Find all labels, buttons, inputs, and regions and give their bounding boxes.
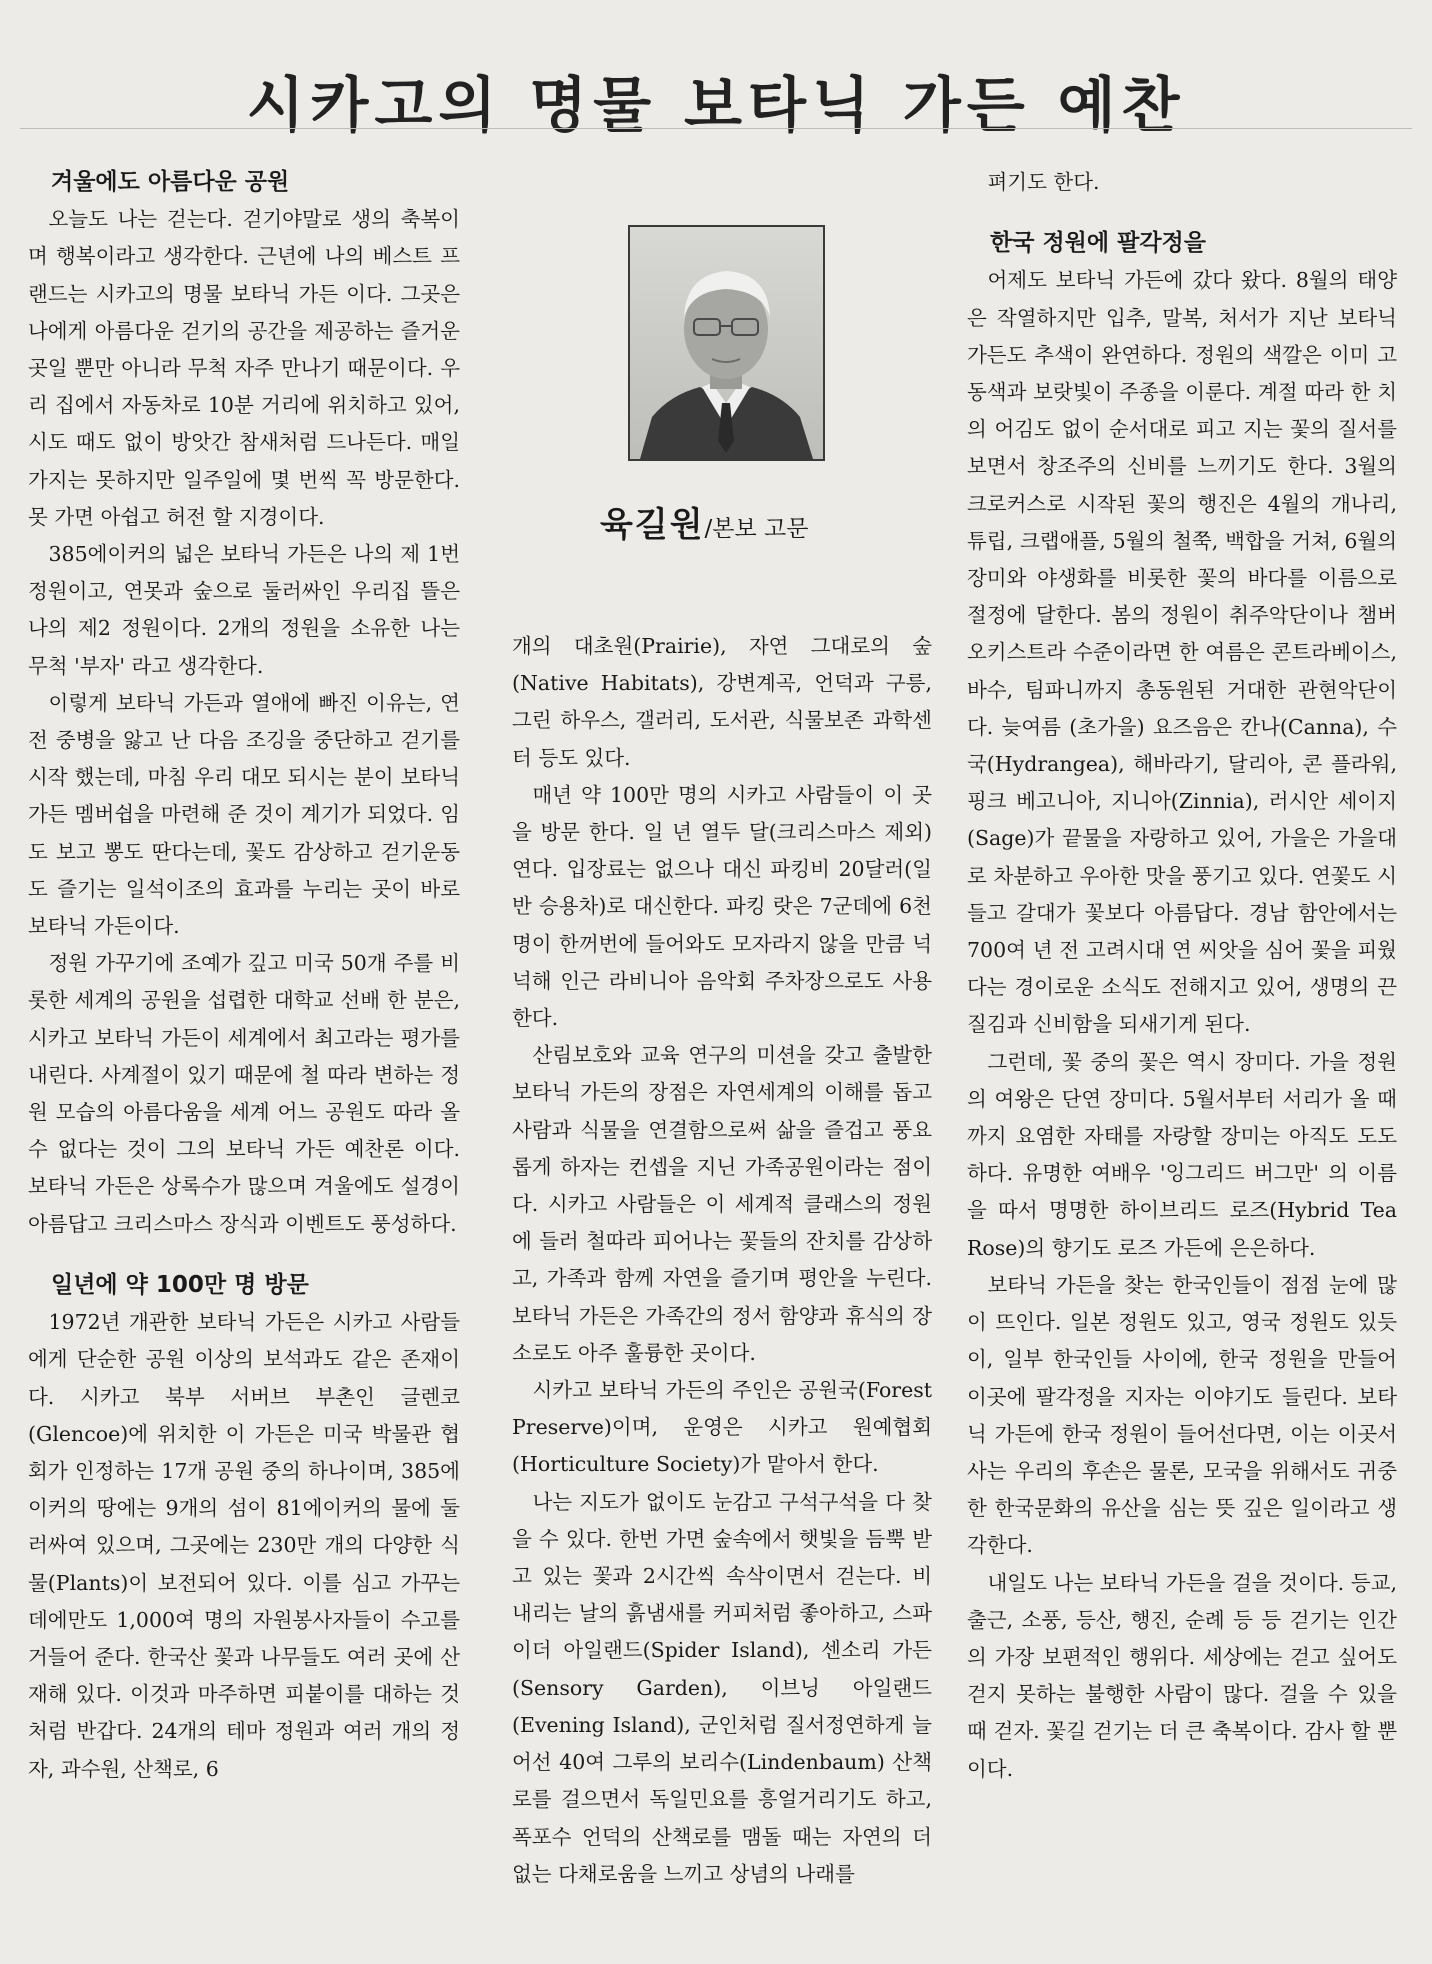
byline-separator: /: [704, 516, 713, 542]
section-heading-korean-garden: 한국 정원에 팔각정을: [990, 230, 1206, 257]
column-2: [512, 628, 932, 1893]
paragraph: 이렇게 보타닉 가든과 열애에 빠진 이유는, 연전 중병을 앓고 난 다음 조깅을 중단하고 걷기를 시작 했는데, 마침 우리 대모 되시는 분이 보타닉 가든 멤버쉽을 마련해 준 것이 계기가 되었다. 임도 보고 뽕도 딴다는데, 꽃도 감상하고 걷기운동도 즐기는 일석이조의 효과를 누리는 곳이 바로 보타닉 가든이다.: [28, 690, 460, 939]
paragraph: 정원 가꾸기에 조예가 깊고 미국 50개 주를 비롯한 세계의 공원을 섭렵한 대학교 선배 한 분은, 시카고 보타닉 가든이 세계에서 최고라는 평가를 내린다. 사계절이 있기 때문에 철 따라 변하는 정원 모습의 아름다움을 세계 어느 공원도 따라 올수 없다는 것이 그의 보타닉 가든 예찬론 이다. 보타닉 가든은 상록수가 많으며 겨울에도 설경이 아름답고 크리스마스 장식과 이벤트도 풍성하다.: [28, 951, 460, 1236]
paragraph: 시카고 보타닉 가든의 주인은 공원국(Forest Preserve)이며, 운영은 시카고 원예협회(Horticulture Society)가 맡아서 한다.: [512, 1378, 932, 1477]
author-name: 육길원: [600, 505, 705, 545]
paragraph: 그런데, 꽃 중의 꽃은 역시 장미다. 가을 정원의 여왕은 단연 장미다. 5월서부터 서리가 올 때까지 요염한 자태를 자랑할 장미는 아직도 도도하다. 유명한 여배우 '잉그리드 버그만' 의 이름을 따서 명명한 하이브리드 로즈(Hybrid Tea Rose)의 향기도 로즈 가든에 은은하다.: [967, 1049, 1397, 1260]
paragraph: 어제도 보타닉 가든에 갔다 왔다. 8월의 태양은 작열하지만 입추, 말복, 처서가 지난 보타닉 가든도 추색이 완연하다. 정원의 색깔은 이미 고동색과 보랏빛이 주종을 이룬다. 계절 따라 한 치의 어김도 없이 순서대로 피고 지는 꽃의 질서를 보면서 창조주의 신비를 느끼기도 한다. 3월의 크로커스로 시작된 꽃의 행진은 4월의 개나리, 튜립, 크랩애플, 5월의 철쭉, 백합을 거쳐, 6월의 장미와 야생화를 비롯한 꽃의 바다를 이름으로 절정에 달한다. 봄의 정원이 취주악단이나 챔버 오키스트라 수준이라면 한 여름은 콘트라베이스, 바수, 팀파니까지 총동원된 거대한 관현악단이다. 늦여름 (초가을) 요즈음은 칸나(Canna), 수국(Hydrangea), 해바라기, 달리아, 콘 플라워, 핑크 베고니아, 지니아(Zinnia), 러시안 세이지(Sage)가 끝물을 자랑하고 있어, 가을은 가을대로 차분하고 우아한 맛을 풍기고 있다. 연꽃도 시들고 갈대가 꽃보다 아름답다. 경남 함안에서는 700여 년 전 고려시대 연 씨앗을 심어 꽃을 피웠다는 경이로운 소식도 전해지고 있어, 생명의 끈질김과 신비함을 되새기게 된다.: [967, 268, 1397, 1037]
title-divider: [20, 128, 1412, 129]
paragraph: 1972년 개관한 보타닉 가든은 시카고 사람들에게 단순한 공원 이상의 보석과도 같은 존재이다. 시카고 북부 서버브 부촌인 글렌코(Glencoe)에 위치한 이 가든은 미국 박물관 협회가 인정하는 17개 공원 중의 하나이며, 385에이커의 땅에는 9개의 섬이 81에이커의 물에 둘러싸여 있으며, 그곳에는 230만 개의 다양한 식물(Plants)이 보전되어 있다. 이를 심고 가꾸는 데에만도 1,000여 명의 자원봉사자들이 수고를 거들어 준다. 한국산 꽃과 나무들도 여러 곳에 산재해 있다. 이것과 마주하면 피붙이를 대하는 것처럼 반갑다. 24개의 테마 정원과 여러 개의 정자, 과수원, 산책로, 6: [28, 1310, 460, 1781]
author-role: 본보 고문: [712, 516, 809, 542]
paragraph: 오늘도 나는 걷는다. 걷기야말로 생의 축복이며 행복이라고 생각한다. 근년에 나의 베스트 프랜드는 시카고의 명물 보타닉 가든 이다. 그곳은 나에게 아름다운 걷기의 공간을 제공하는 즐거운 곳일 뿐만 아니라 무척 자주 만나기 때문이다. 우리 집에서 자동차로 10분 거리에 위치하고 있어, 시도 때도 없이 방앗간 참새처럼 드나든다. 매일 가지는 못하지만 일주일에 몇 번씩 꼭 방문한다. 못 가면 아쉽고 허전 할 지경이다.: [28, 207, 460, 529]
paragraph: 개의 대초원(Prairie), 자연 그대로의 숲(Native Habitats), 강변계곡, 언덕과 구릉, 그린 하우스, 갤러리, 도서관, 식물보존 과학센터 등도 있다.: [512, 634, 932, 770]
section-heading-winter: 겨울에도 아름다운 공원: [51, 169, 290, 195]
paragraph: 펴기도 한다.: [987, 170, 1100, 194]
article-title: 시카고의 명물 보타닉 가든 예찬: [246, 71, 1186, 142]
column-1: [28, 164, 460, 1788]
byline: [600, 497, 920, 546]
paragraph: 산림보호와 교육 연구의 미션을 갖고 출발한 보타닉 가든의 장점은 자연세계의 이해를 돕고 사람과 식물을 연결함으로써 삶을 즐겁고 풍요롭게 하자는 컨셉을 지닌 가족공원이라는 점이다. 시카고 사람들은 이 세계적 클래스의 정원에 들러 철따라 피어나는 꽃들의 잔치를 감상하고, 가족과 함께 자연을 즐기며 평안을 누린다. 보타닉 가든은 가족간의 정서 함양과 휴식의 장소로도 아주 훌륭한 곳이다.: [512, 1043, 932, 1365]
paragraph: 보타닉 가든을 찾는 한국인들이 점점 눈에 많이 뜨인다. 일본 정원도 있고, 영국 정원도 있듯이, 일부 한국인들 사이에, 한국 정원을 만들어 이곳에 팔각정을 지자는 이야기도 들린다. 보타닉 가든에 한국 정원이 들어선다면, 이는 이곳서 사는 우리의 후손은 물론, 모국을 위해서도 귀중한 한국문화의 유산을 심는 뜻 깊은 일이라고 생각한다.: [967, 1272, 1397, 1558]
paragraph: 385에이커의 넓은 보타닉 가든은 나의 제 1번 정원이고, 연못과 숲으로 둘러싸인 우리집 뜰은 나의 제2 정원이다. 2개의 정원을 소유한 나는 무척 '부자' 라고 생각한다.: [28, 542, 460, 678]
column-3: [967, 164, 1397, 1788]
author-photo: [628, 225, 825, 461]
paragraph: 내일도 나는 보타닉 가든을 걸을 것이다. 등교, 출근, 소풍, 등산, 행진, 순례 등 등 걷기는 인간의 가장 보편적인 행위다. 세상에는 걷고 싶어도 걷지 못하는 불행한 사람이 많다. 걸을 수 있을 때 걷자. 꽃길 걷기는 더 큰 축복이다. 감사 할 뿐이다.: [967, 1570, 1397, 1781]
paragraph: 매년 약 100만 명의 시카고 사람들이 이 곳을 방문 한다. 일 년 열두 달(크리스마스 제외) 연다. 입장료는 없으나 대신 파킹비 20달러(일반 승용차)로 대신한다. 파킹 랏은 7군데에 6천 명이 한꺼번에 들어와도 모자라지 않을 만큼 넉넉해 인근 라비니아 음악회 주차장으로도 사용 한다.: [512, 782, 932, 1031]
portrait-image: [630, 227, 823, 459]
paragraph: 나는 지도가 없이도 눈감고 구석구석을 다 찾을 수 있다. 한번 가면 숲속에서 햇빛을 듬뿍 받고 있는 꽃과 2시간씩 속삭이면서 걷는다. 비 내리는 날의 흙냄새를 커피처럼 좋아하고, 스파이더 아일랜드(Spider Island), 센소리 가든(Sensory Garden), 이브닝 아일랜드(Evening Island), 군인처럼 질서정연하게 늘어선 40여 그루의 보리수(Lindenbaum) 산책로를 걸으면서 독일민요를 흥얼거리기도 하고, 폭포수 언덕의 산책로를 맴돌 때는 자연의 더 없는 다채로움을 느끼고 상념의 나래를: [512, 1489, 932, 1886]
section-heading-visitors: 일년에 약 100만 명 방문: [51, 1271, 309, 1298]
